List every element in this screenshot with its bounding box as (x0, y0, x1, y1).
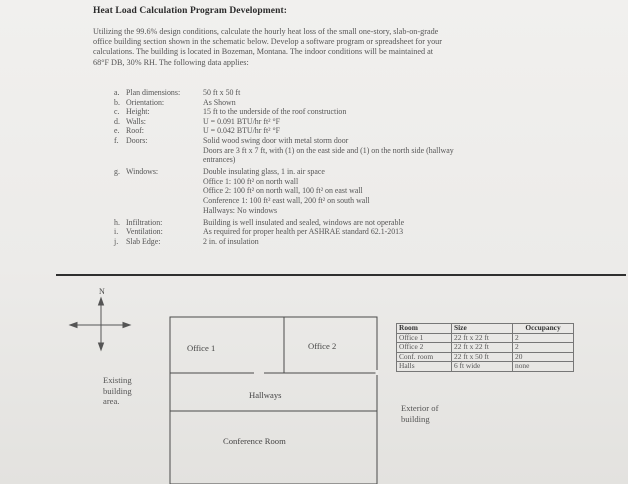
spec-value-line: Office 1: 100 ft² on north wall (203, 176, 299, 186)
spec-value-line: Doors are 3 ft x 7 ft, with (1) on the east side and (1) on the north side (hallway (203, 145, 454, 155)
cell-size: 22 ft x 50 ft (452, 352, 513, 362)
existing-building-line: Existing (103, 375, 132, 385)
intro-line: office building section shown in the schematic below. Develop a software program or spreadsheet for your (93, 37, 442, 47)
spec-letter: j. (114, 236, 119, 246)
existing-building-line: building (103, 385, 132, 396)
spec-value-line: As Shown (203, 97, 236, 107)
cell-room: Office 1 (397, 333, 452, 343)
spec-value-line: Office 2: 100 ft² on north wall, 100 ft² on east wall (203, 186, 363, 196)
spec-label: Roof: (126, 126, 144, 136)
spec-label: Windows: (126, 167, 159, 177)
room-table (396, 323, 574, 372)
spec-value-line: 15 ft to the underside of the roof construction (203, 107, 347, 117)
exterior-building-label (401, 403, 438, 425)
table-row (397, 362, 574, 372)
spec-label: Slab Edge: (126, 236, 161, 246)
spec-value-line: entrances) (203, 155, 236, 165)
spec-value-line: Solid wood swing door with metal storm door (203, 136, 349, 145)
spec-value-line: 50 ft x 50 ft (203, 88, 241, 97)
room-conference-label: Conference Room (223, 436, 286, 446)
spec-value-line: 2 in. of insulation (203, 236, 259, 246)
cell-room: Office 2 (397, 343, 452, 353)
spec-letter: h. (114, 217, 120, 227)
spec-value-line: U = 0.042 BTU/hr ft² °F (203, 126, 281, 136)
exterior-label-line: building (401, 414, 430, 424)
spec-label: Orientation: (126, 97, 165, 107)
spec-value-line: U = 0.091 BTU/hr ft² °F (203, 116, 281, 126)
col-header-room: Room (397, 324, 452, 334)
intro-line: 68°F DB, 30% RH. The following data applies: (93, 57, 249, 67)
table-row (397, 352, 574, 362)
room-hallways-label: Hallways (249, 390, 282, 400)
cell-occupancy: none (513, 362, 574, 372)
compass-north-label: N (99, 287, 105, 296)
col-header-occupancy: Occupancy (513, 324, 574, 334)
spec-value-line: Conference 1: 100 ft² east wall, 200 ft² on south wall (203, 195, 370, 205)
spec-letter: d. (114, 116, 120, 126)
spec-label: Height: (126, 107, 150, 117)
spec-value-line: Building is well insulated and sealed, windows are not operable (203, 217, 405, 227)
exterior-label-line: Exterior of (401, 403, 439, 413)
cell-occupancy: 20 (513, 352, 574, 362)
room-office-1-label: Office 1 (187, 343, 216, 353)
spec-label: Infiltration: (126, 217, 163, 227)
col-header-size: Size (452, 324, 513, 334)
spec-label: Ventilation: (126, 227, 163, 237)
cell-size: 6 ft wide (452, 362, 513, 372)
spec-letter: e. (114, 126, 120, 136)
spec-letter: f. (114, 136, 119, 145)
cell-room: Halls (397, 362, 452, 372)
spec-value-line: Hallways: No windows (203, 205, 278, 215)
cell-occupancy: 2 (513, 343, 574, 353)
spec-letter: i. (114, 227, 119, 237)
spec-label: Plan dimensions: (126, 88, 181, 97)
cell-size: 22 ft x 22 ft (452, 343, 513, 353)
spec-letter: g. (114, 167, 120, 177)
table-row (397, 343, 574, 353)
existing-building-line: area. (103, 396, 120, 407)
spec-value-line: Double insulating glass, 1 in. air space (203, 167, 325, 177)
existing-building-label (103, 375, 132, 407)
document-title: Heat Load Calculation Program Development: (93, 6, 288, 16)
cell-room: Conf. room (397, 352, 452, 362)
intro-line: calculations. The building is located in Bozeman, Montana. The indoor conditions will be maintained at (93, 47, 434, 57)
spec-letter: c. (114, 107, 120, 117)
spec-value-line: As required for proper health per ASHRAE standard 62.1-2013 (203, 227, 404, 237)
spec-letter: b. (114, 97, 120, 107)
intro-line: Utilizing the 99.6% design conditions, calculate the hourly heat loss of the small one-story, slab-on-grade (93, 27, 439, 36)
cell-occupancy: 2 (513, 333, 574, 343)
spec-letter: a. (114, 88, 120, 97)
compass-icon (70, 298, 130, 350)
room-office-2-label: Office 2 (308, 341, 337, 351)
table-header-row (397, 324, 574, 334)
spec-label: Walls: (126, 116, 146, 126)
spec-label: Doors: (126, 136, 148, 145)
cell-size: 22 ft x 22 ft (452, 333, 513, 343)
